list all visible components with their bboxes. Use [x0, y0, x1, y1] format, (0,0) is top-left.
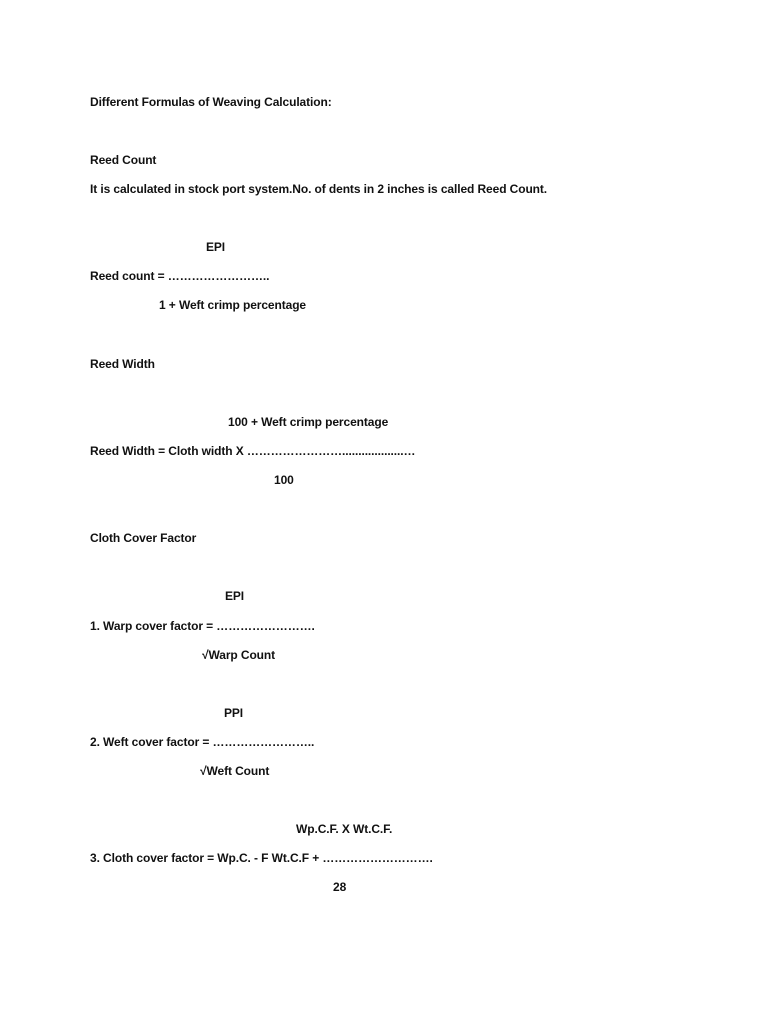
reed-count-numerator: EPI	[206, 240, 226, 254]
cloth-cover-numerator: Wp.C.F. X Wt.C.F.	[296, 822, 393, 836]
page-title: Different Formulas of Weaving Calculation:	[90, 95, 332, 109]
reed-width-formula: Reed Width = Cloth width X ……………………...................…	[90, 444, 416, 458]
warp-cover-formula: 1. Warp cover factor = …………………….	[90, 619, 315, 633]
reed-width-numerator: 100 + Weft crimp percentage	[228, 415, 389, 429]
reed-count-heading: Reed Count	[90, 153, 157, 167]
weft-cover-numerator: PPI	[224, 706, 244, 720]
weft-cover-formula: 2. Weft cover factor = ……………………..	[90, 735, 315, 749]
reed-width-denominator: 100	[274, 473, 294, 487]
cloth-cover-formula: 3. Cloth cover factor = Wp.C. - F Wt.C.F + ……………………….	[90, 851, 433, 865]
warp-cover-numerator: EPI	[225, 589, 245, 603]
page-number: 28	[333, 880, 347, 894]
reed-count-denominator: 1 + Weft crimp percentage	[159, 298, 306, 312]
reed-width-heading: Reed Width	[90, 357, 155, 371]
weft-cover-denominator: √Weft Count	[200, 764, 270, 778]
reed-count-formula: Reed count = ……………………..	[90, 269, 270, 283]
cover-factor-heading: Cloth Cover Factor	[90, 531, 197, 545]
reed-count-description: It is calculated in stock port system.No. of dents in 2 inches is called Reed Count.	[90, 182, 548, 196]
warp-cover-denominator: √Warp Count	[202, 648, 276, 662]
